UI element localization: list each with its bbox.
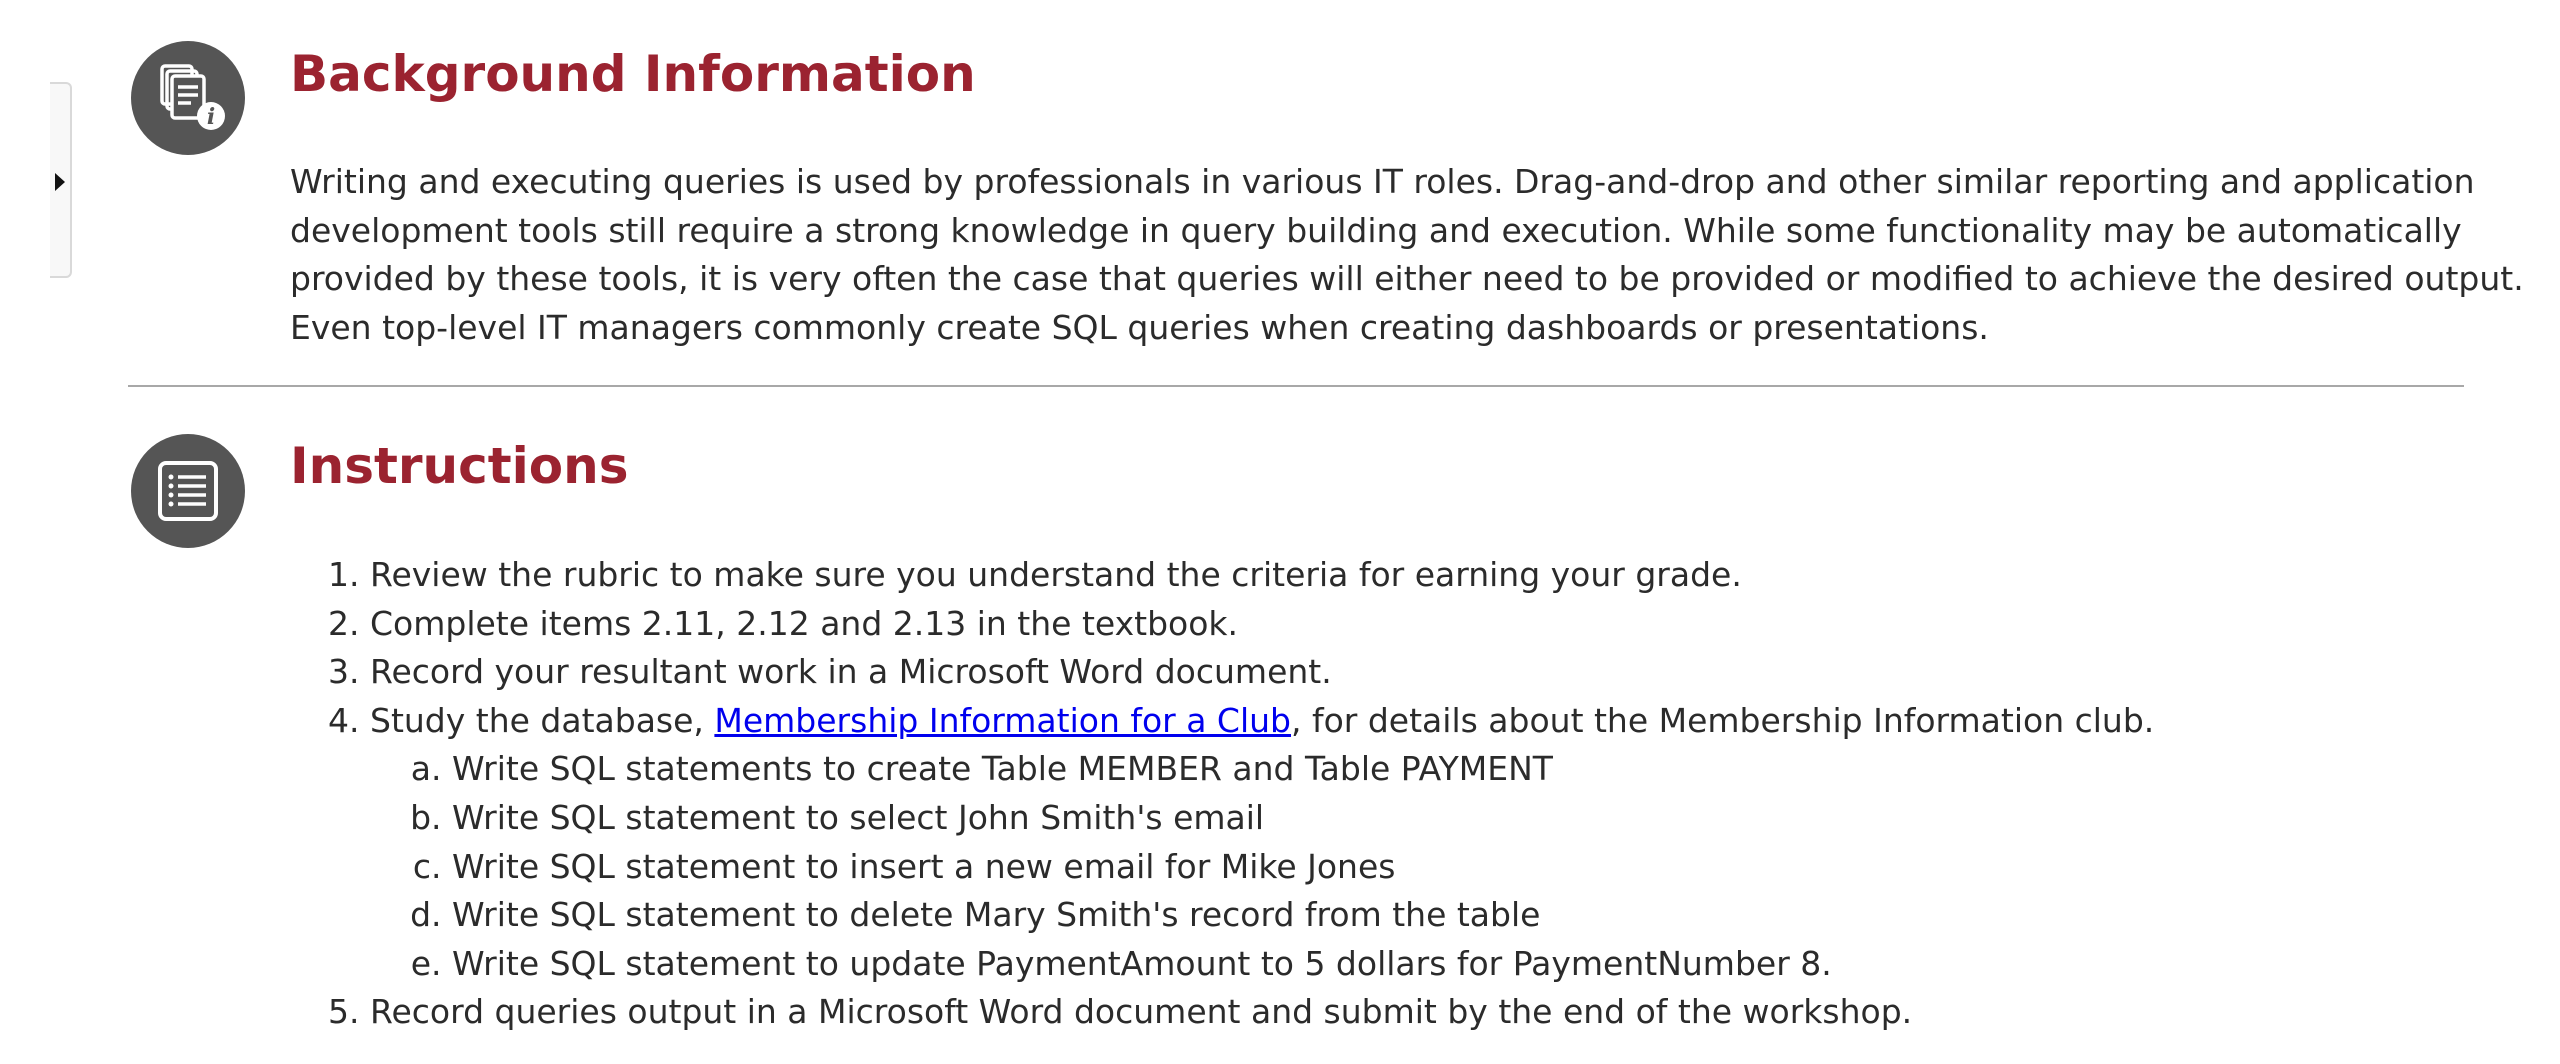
background-section <box>128 0 2524 380</box>
background-paragraph: Writing and executing queries is used by professionals in various IT roles. Drag-and-drop and other similar reporting and application development tools still require a strong knowledge in query building and execution. While some functionality may be automatically provided by these tools, it is very often the case that queries will either need to be provided or modified to achieve the desired output. Even top-level IT managers commonly create SQL queries when creating dashboards or presentations. <box>290 162 2524 347</box>
list-item-text: Study the database, <box>370 700 715 740</box>
list-item: 5. Record queries output in a Microsoft Word document and submit by the end of the workshop. <box>370 988 2560 1037</box>
document-info-icon <box>131 41 245 155</box>
list-item: 3. Record your resultant work in a Microsoft Word document. <box>370 648 2560 697</box>
sub-list-item: e. Write SQL statement to update PaymentAmount to 5 dollars for PaymentNumber 8. <box>452 940 2560 989</box>
list-item-text: , for details about the Membership Information club. <box>1291 700 2155 740</box>
instructions-section <box>128 386 2464 1064</box>
sub-list-item: a. Write SQL statements to create Table MEMBER and Table PAYMENT <box>452 745 2560 794</box>
list-icon <box>131 434 245 548</box>
sub-list-item: d. Write SQL statement to delete Mary Smith's record from the table <box>452 891 2560 940</box>
list-item: 2. Complete items 2.11, 2.12 and 2.13 in the textbook. <box>370 600 2560 649</box>
svg-text:i: i <box>206 104 216 130</box>
sub-list-item: b. Write SQL statement to select John Smith's email <box>452 794 2560 843</box>
membership-info-link[interactable]: Membership Information for a Club <box>714 700 1292 740</box>
sub-list-item: c. Write SQL statement to insert a new email for Mike Jones <box>452 843 2560 892</box>
list-item: 1. Review the rubric to make sure you understand the criteria for earning your grade. <box>370 551 2560 600</box>
caret-right-icon <box>55 173 65 191</box>
sub-instructions-list <box>370 745 2560 988</box>
section-title-background: Background Information <box>290 45 976 103</box>
list-item <box>370 697 2560 989</box>
section-title-instructions: Instructions <box>290 437 629 495</box>
instructions-list <box>290 551 2560 1037</box>
sidebar-toggle[interactable] <box>50 82 72 278</box>
